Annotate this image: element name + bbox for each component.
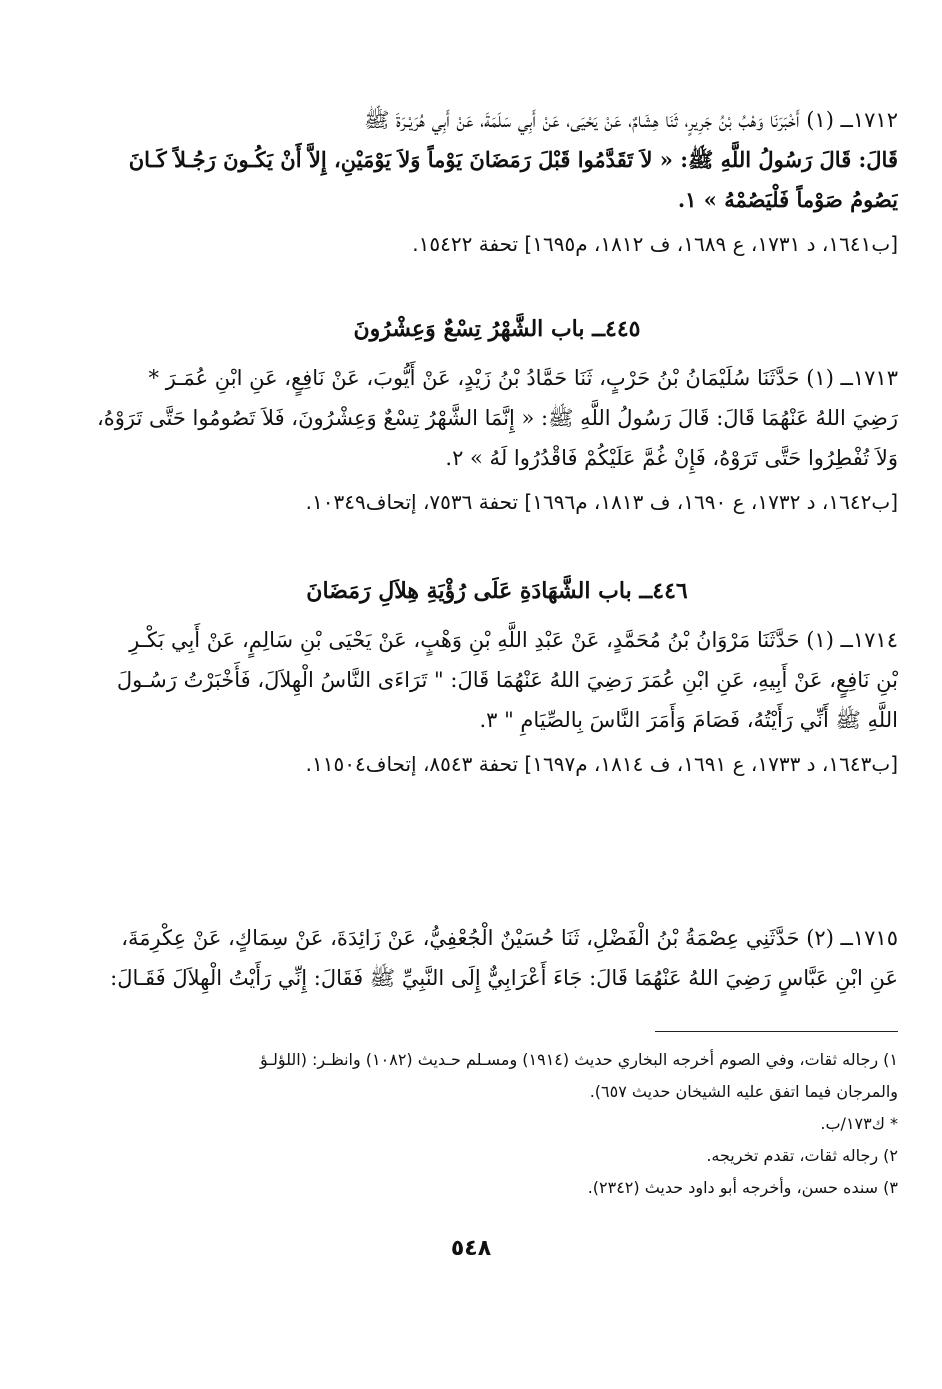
text-line: بْنِ نَافِعٍ، عَنْ أَبِيهِ، عَنِ ابْنِ عُمَرَ رَضِيَ اللهُ عَنْهُمَا قَالَ: " تَرَاءَى النَّاسُ الْهِلاَلَ، فَأَخْبَرْتُ رَسُـولَ [116, 668, 898, 692]
text-line: ١٧١٢ــ (١) أَخْبَرَنَا وَهْبُ بْنُ جَرِيرٍ، ثَنَا هِشَامٌ، عَنْ يَحْيَى، عَنْ أَبِي سَلَمَةَ، عَنْ أَبِي هُرَيْـرَةَ ﷺ [364, 108, 898, 132]
chapter-heading: ٤٤٦ــ باب الشَّهَادَةِ عَلَى رُؤْيَةِ هِلاَلِ رَمَضَانَ [306, 578, 688, 604]
text-line: ١٧١٥ــ (٢) حَدَّثَنِي عِصْمَةُ بْنُ الْفَضْلِ، ثَنَا حُسَيْنٌ الْجُعْفِيُّ، عَنْ زَائِدَةَ، عَنْ سِمَاكٍ، عَنْ عِكْرِمَةَ، [121, 926, 898, 950]
text-line: عَنِ ابْنِ عَبَّاسٍ رَضِيَ اللهُ عَنْهُمَا قَالَ: جَاءَ أَعْرَابِيٌّ إِلَى النَّبِيِّ ﷺ فَقَالَ: إِنِّي رَأَيْتُ الْهِلاَلَ فَقَـالَ: [110, 966, 898, 990]
text-line: يَصُومُ صَوْماً فَلْيَصُمْهُ » ١. [677, 187, 898, 212]
hadith-1715 [96, 918, 898, 998]
footnote-line: ٣) سنده حسن، وأخرجه أبو داود حديث (٢٣٤٢). [587, 1178, 898, 1197]
text-line: وَلاَ تُفْطِرُوا حَتَّى تَرَوْهُ، فَإِنْ غُمَّ عَلَيْكُمْ فَاقْدُرُوا لَهُ » ٢. [445, 446, 898, 470]
hadith-1712 [96, 100, 898, 262]
text-line: ١٧١٣ــ (١) حَدَّثَنَا سُلَيْمَانُ بْنُ حَرْبٍ، ثَنَا حَمَّادُ بْنُ زَيْدٍ، عَنْ أَيُّوبَ، عَنْ نَافِعٍ، عَنِ ابْنِ عُمَـرَ * [148, 366, 898, 390]
text-line: قَالَ: قَالَ رَسُولُ اللَّهِ ﷺ: « لاَ تَقَدَّمُوا قَبْلَ رَمَضَانَ يَوْماً وَلاَ يَوْمَيْنِ، إِلاَّ أَنْ يَكُـونَ رَجُـلاً كَـانَ [128, 147, 898, 172]
text-line: رَضِيَ اللهُ عَنْهُمَا قَالَ: قَالَ رَسُولُ اللَّهِ ﷺ: « إِنَّمَا الشَّهْرُ تِسْعٌ وَعِشْرُونَ، فَلاَ تَصُومُوا حَتَّى تَرَوْهُ، [97, 406, 898, 430]
chapter-heading: ٤٤٥ــ باب الشَّهْرُ تِسْعٌ وَعِشْرُونَ [353, 316, 641, 342]
hadith-1713 [96, 358, 898, 520]
reference-line: [ب١٦٤١، د ١٧٣١، ع ١٦٨٩، ف ١٨١٢، م١٦٩٥] تحفة ١٥٤٢٢. [412, 232, 898, 256]
text-line: اللَّهِ ﷺ أَنِّي رَأَيْتُهُ، فَصَامَ وَأَمَرَ النَّاسَ بِالصِّيَامِ " ٣. [479, 708, 898, 732]
footnote-line: ١) رجاله ثقات، وفي الصوم أخرجه البخاري حديث (١٩١٤) ومسـلم حـديث (١٠٨٢) وانظـر: (اللؤلـؤ [260, 1050, 898, 1069]
reference-line: [ب١٦٤٢، د ١٧٣٢، ع ١٦٩٠، ف ١٨١٣، م١٦٩٦] تحفة ٧٥٣٦، إتحاف١٠٣٤٩. [305, 490, 898, 514]
page-number: ٥٤٨ [450, 1236, 492, 1261]
footnotes [96, 1044, 898, 1204]
footnote-line: ٢) رجاله ثقات، تقدم تخريجه. [706, 1146, 898, 1165]
reference-line: [ب١٦٤٣، د ١٧٣٣، ع ١٦٩١، ف ١٨١٤، م١٦٩٧] تحفة ٨٥٤٣، إتحاف١١٥٠٤. [305, 752, 898, 776]
footnote-divider [655, 1031, 898, 1032]
footnote-line: * ك١٧٣/ب. [820, 1114, 898, 1133]
hadith-1714 [96, 620, 898, 782]
footnote-line: والمرجان فيما اتفق عليه الشيخان حديث ٦٥٧). [589, 1082, 898, 1101]
text-line: ١٧١٤ــ (١) حَدَّثَنَا مَرْوَانُ بْنُ مُحَمَّدٍ، عَنْ عَبْدِ اللَّهِ بْنِ وَهْبٍ، عَنْ يَحْيَى بْنِ سَالِمٍ، عَنْ أَبِي بَكْـرِ [129, 628, 898, 652]
